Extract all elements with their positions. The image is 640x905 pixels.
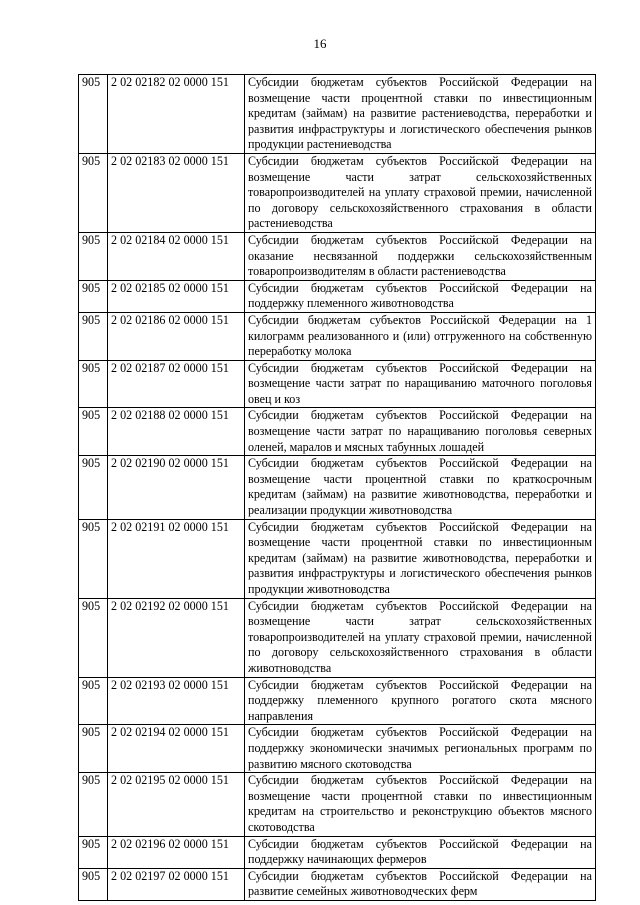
income-name-cell: Субсидии бюджетам субъектов Российской Федерации на 1 килограмм реализованного и (или) отгруженного на собственную переработку молока [245,312,596,360]
income-name-cell: Субсидии бюджетам субъектов Российской Федерации на возмещение части затрат по наращиванию поголовья северных оленей, маралов и мясных табунных лошадей [245,408,596,456]
table-row [79,836,596,868]
income-name-cell: Субсидии бюджетам субъектов Российской Федерации на возмещение части процентной ставки по инвестиционным кредитам на строительство и реконструкцию объектов мясного скотоводства [245,773,596,836]
budget-code-cell: 2 02 02184 02 0000 151 [108,232,245,280]
admin-code-cell: 905 [79,598,108,677]
admin-code-cell: 905 [79,75,108,154]
admin-code-cell: 905 [79,773,108,836]
income-name-cell: Субсидии бюджетам субъектов Российской Федерации на возмещение части затрат сельскохозяйственных товаропроизводителей на уплату страховой премии, начисленной по договору сельскохозяйственного страхования в области животноводства [245,598,596,677]
table-row [79,75,596,154]
budget-code-cell: 2 02 02187 02 0000 151 [108,360,245,408]
income-name-cell: Субсидии бюджетам субъектов Российской Федерации на возмещение части процентной ставки по инвестиционным кредитам (займам) на развитие растениеводства, переработки и развития инфраструктуры и логистического обеспечения рынков продукции растениеводства [245,75,596,154]
table-row [79,519,596,598]
income-name-cell: Субсидии бюджетам субъектов Российской Федерации на возмещение части затрат сельскохозяйственных товаропроизводителей на уплату страховой премии, начисленной по договору сельскохозяйственного страхования в области растениеводства [245,153,596,232]
budget-code-cell: 2 02 02197 02 0000 151 [108,868,245,900]
budget-code-cell: 2 02 02183 02 0000 151 [108,153,245,232]
income-name-cell: Субсидии бюджетам субъектов Российской Федерации на поддержку племенного животноводства [245,280,596,312]
admin-code-cell: 905 [79,456,108,519]
budget-code-cell: 2 02 02195 02 0000 151 [108,773,245,836]
budget-code-cell: 2 02 02193 02 0000 151 [108,677,245,725]
admin-code-cell: 905 [79,868,108,900]
budget-code-cell: 2 02 02186 02 0000 151 [108,312,245,360]
budget-code-cell: 2 02 02188 02 0000 151 [108,408,245,456]
admin-code-cell: 905 [79,836,108,868]
table-row [79,312,596,360]
income-name-cell: Субсидии бюджетам субъектов Российской Федерации на возмещение части процентной ставки по инвестиционным кредитам (займам) на развитие животноводства, переработки и развития инфраструктуры и логистического обеспечения рынков продукции животноводства [245,519,596,598]
admin-code-cell: 905 [79,360,108,408]
table-row [79,456,596,519]
budget-code-cell: 2 02 02194 02 0000 151 [108,725,245,773]
admin-code-cell: 905 [79,408,108,456]
budget-code-cell: 2 02 02192 02 0000 151 [108,598,245,677]
budget-code-cell: 2 02 02190 02 0000 151 [108,456,245,519]
page-number: 16 [313,36,327,51]
table-row [79,153,596,232]
admin-code-cell: 905 [79,725,108,773]
budget-code-cell: 2 02 02185 02 0000 151 [108,280,245,312]
admin-code-cell: 905 [79,153,108,232]
income-name-cell: Субсидии бюджетам субъектов Российской Федерации на оказание несвязанной поддержки сельскохозяйственным товаропроизводителям в области растениеводства [245,232,596,280]
table-row [79,725,596,773]
budget-code-cell: 2 02 02182 02 0000 151 [108,75,245,154]
budget-code-cell: 2 02 02196 02 0000 151 [108,836,245,868]
table-row [79,868,596,900]
income-name-cell: Субсидии бюджетам субъектов Российской Федерации на развитие семейных животноводческих ферм [245,868,596,900]
income-name-cell: Субсидии бюджетам субъектов Российской Федерации на поддержку начинающих фермеров [245,836,596,868]
table-row [79,232,596,280]
income-name-cell: Субсидии бюджетам субъектов Российской Федерации на возмещение части затрат по наращиванию маточного поголовья овец и коз [245,360,596,408]
admin-code-cell: 905 [79,280,108,312]
table-row [79,677,596,725]
table-row [79,360,596,408]
income-name-cell: Субсидии бюджетам субъектов Российской Федерации на возмещение части процентной ставки по краткосрочным кредитам (займам) на развитие животноводства, переработки и реализации продукции животноводства [245,456,596,519]
income-name-cell: Субсидии бюджетам субъектов Российской Федерации на поддержку экономически значимых региональных программ по развитию мясного скотоводства [245,725,596,773]
budget-code-cell: 2 02 02191 02 0000 151 [108,519,245,598]
table-row [79,280,596,312]
admin-code-cell: 905 [79,519,108,598]
admin-code-cell: 905 [79,677,108,725]
table-row [79,408,596,456]
admin-code-cell: 905 [79,312,108,360]
budget-codes-table [78,74,596,901]
income-name-cell: Субсидии бюджетам субъектов Российской Федерации на поддержку племенного крупного рогатого скота мясного направления [245,677,596,725]
table-row [79,598,596,677]
admin-code-cell: 905 [79,232,108,280]
table-row [79,773,596,836]
